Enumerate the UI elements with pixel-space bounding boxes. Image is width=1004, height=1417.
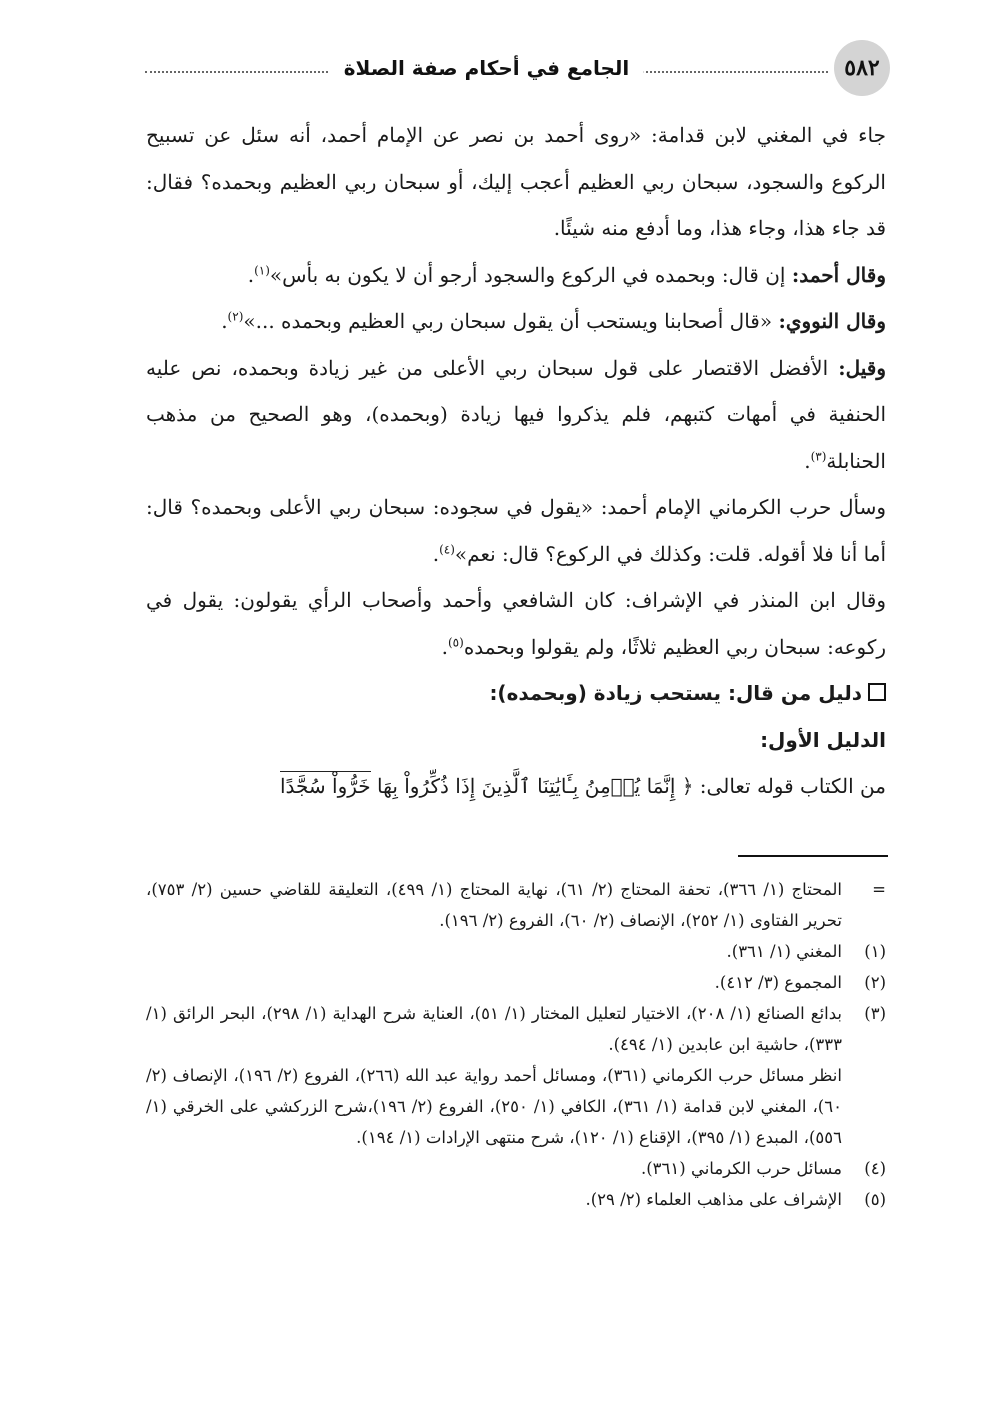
footnote-marker: =: [872, 880, 886, 899]
paragraph-7-text: من الكتاب قوله تعالى:: [693, 774, 886, 798]
footnote-marker: (٢): [864, 973, 886, 992]
footnote-marker: (١): [864, 942, 886, 961]
paragraph-6: وقال ابن المنذر في الإشراف: كان الشافعي وأحمد وأصحاب الرأي يقولون: يقول في ركوعه: سبحان ربي العظيم ثلاثًا، ولم يقولوا وبحمده$^{(٥)}$.: [146, 588, 886, 659]
footnote-ref-1[interactable]: (١): [254, 262, 270, 277]
speaker-nawawi: وقال النووي:: [778, 309, 886, 333]
footnote-text: المجموع (٣/ ٤١٢).: [714, 973, 842, 992]
subsection-heading: الدليل الأول:: [760, 727, 886, 752]
header-rule: [145, 56, 828, 82]
paragraph-7: [146, 763, 886, 810]
page-number-badge: ٥٨٢: [834, 40, 890, 96]
paragraph-4-text: الأفضل الاقتصار على قول سبحان ربي الأعلى من غير زيادة وبحمده، نص عليه الحنفية في أمهات كتبهم، فلم يذكروا فيها زيادة (وبحمده)، وهو الصحيح من مذهب الحنابلة: [146, 355, 886, 473]
footnote-marker: (٣): [864, 1004, 886, 1023]
footnote-text: مسائل حرب الكرماني (٣٦١).: [640, 1159, 842, 1178]
footnote-item: [146, 1184, 886, 1215]
quran-verse: إِنَّمَا يُؤۡمِنُ بِـَٔايَٰتِنَا ٱلَّذِينَ إِذَا ذُكِّرُواْ بِهَا: [370, 774, 676, 798]
footnote-item: [146, 936, 886, 967]
paragraph-4: وقيل: الأفضل الاقتصار على قول سبحان ربي الأعلى من غير زيادة وبحمده، نص عليه الحنفية في أمهات كتبهم، فلم يذكروا فيها زيادة (وبحمده)، وهو الصحيح من مذهب الحنابلة$^{(٣)}$.: [146, 355, 886, 473]
main-text: [146, 112, 886, 810]
footnote-item: [146, 967, 886, 998]
paragraph-3-text: «قال أصحابنا ويستحب أن يقول سبحان ربي العظيم وبحمده ...»: [243, 309, 779, 333]
speaker-qila: وقيل:: [838, 355, 886, 380]
section-heading: دليل من قال: يستحب زيادة (وبحمده):: [146, 670, 886, 717]
footnotes: [146, 874, 886, 1215]
footnote-item: [146, 874, 886, 936]
footnote-item: [146, 1060, 886, 1153]
footnote-ref-2[interactable]: (٢): [227, 309, 244, 324]
footnote-ref-3[interactable]: (٣): [810, 448, 827, 463]
square-bullet-icon: [868, 683, 886, 701]
footnote-text: بدائع الصنائع (١/ ٢٠٨)، الاختيار لتعليل المختار (١/ ٥١)، العناية شرح الهداية (١/ ٢٩٨)، البحر الرائق (١/ ٣٣٣)، حاشية ابن عابدين (١/ ٤٩٤).: [146, 1004, 842, 1054]
footnote-ref-4[interactable]: (٤): [439, 541, 455, 556]
footnote-marker: (٤): [864, 1159, 886, 1178]
footnote-marker: (٥): [864, 1190, 886, 1209]
paragraph-6-text: وقال ابن المنذر في الإشراف: كان الشافعي وأحمد وأصحاب الرأي يقولون: يقول في ركوعه: سبحان ربي العظيم ثلاثًا، ولم يقولوا وبحمده: [146, 588, 886, 659]
paragraph-5-text: وسأل حرب الكرماني الإمام أحمد: «يقول في سجوده: سبحان ربي الأعلى وبحمده؟ قال: أما أنا فلا أقوله. قلت: وكذلك في الركوع؟ قال: نعم»: [146, 495, 886, 566]
footnote-text: انظر مسائل حرب الكرماني (٣٦١)، ومسائل أحمد رواية عبد الله (٢٦٦)، الفروع (٢/ ١٩٦)، الإنصاف (٢/ ٦٠)، المغني لابن قدامة (١/ ٣٦١)، الكافي (١/ ٢٥٠)، الفروع (٢/ ١٩٦)،شرح الزركشي على الخرقي (١/ ٥٥٦)، المبدع (١/ ٣٩٥)، الإقناع (١/ ١٢٠)، شرح منتهى الإرادات (١/ ١٩٤).: [146, 1066, 842, 1147]
page-header: [145, 40, 890, 110]
paragraph-3: وقال النووي: «قال أصحابنا ويستحب أن يقول سبحان ربي العظيم وبحمده ...»$^{(٢)}$.: [221, 309, 886, 333]
quran-open-bracket: ﴿: [681, 774, 694, 798]
footnote-ref-5[interactable]: (٥): [447, 634, 464, 649]
paragraph-2: وقال أحمد: إن قال: وبحمده في الركوع والسجود أرجو أن لا يكون به بأس»$^{(١)}$.: [247, 262, 886, 287]
footnote-text: المحتاج (١/ ٣٦٦)، تحفة المحتاج (٢/ ٦١)، نهاية المحتاج (١/ ٤٩٩)، التعليقة للقاضي حسين (٢/ ٧٥٣)، تحرير الفتاوى (١/ ٢٥٢)، الإنصاف (٢/ ٦٠)، الفروع (٢/ ١٩٦).: [146, 880, 842, 930]
footnote-text: الإشراف على مذاهب العلماء (٢/ ٢٩).: [585, 1190, 842, 1209]
running-title: الجامع في أحكام صفة الصلاة: [330, 56, 644, 80]
footnote-text: المغني (١/ ٣٦١).: [726, 942, 842, 961]
speaker-ahmad: وقال أحمد:: [791, 262, 886, 287]
sajdah-mark-overline: خَرُّواْ سُجَّدًا: [280, 771, 371, 798]
paragraph-2-text: إن قال: وبحمده في الركوع والسجود أرجو أن لا يكون به بأس»: [269, 262, 792, 287]
footnote-item: [146, 1153, 886, 1184]
footnote-item: [146, 998, 886, 1060]
paragraph-1: جاء في المغني لابن قدامة: «روى أحمد بن نصر عن الإمام أحمد، أنه سئل عن تسبيح الركوع والسجود، سبحان ربي العظيم أعجب إليك، أو سبحان ربي العظيم وبحمده؟ فقال: قد جاء هذا، وجاء هذا، وما أدفع منه شيئًا.: [146, 123, 886, 240]
footnote-separator: [738, 855, 888, 857]
paragraph-5: وسأل حرب الكرماني الإمام أحمد: «يقول في سجوده: سبحان ربي الأعلى وبحمده؟ قال: أما أنا فلا أقوله. قلت: وكذلك في الركوع؟ قال: نعم»$^{(٤)}$.: [146, 495, 886, 566]
